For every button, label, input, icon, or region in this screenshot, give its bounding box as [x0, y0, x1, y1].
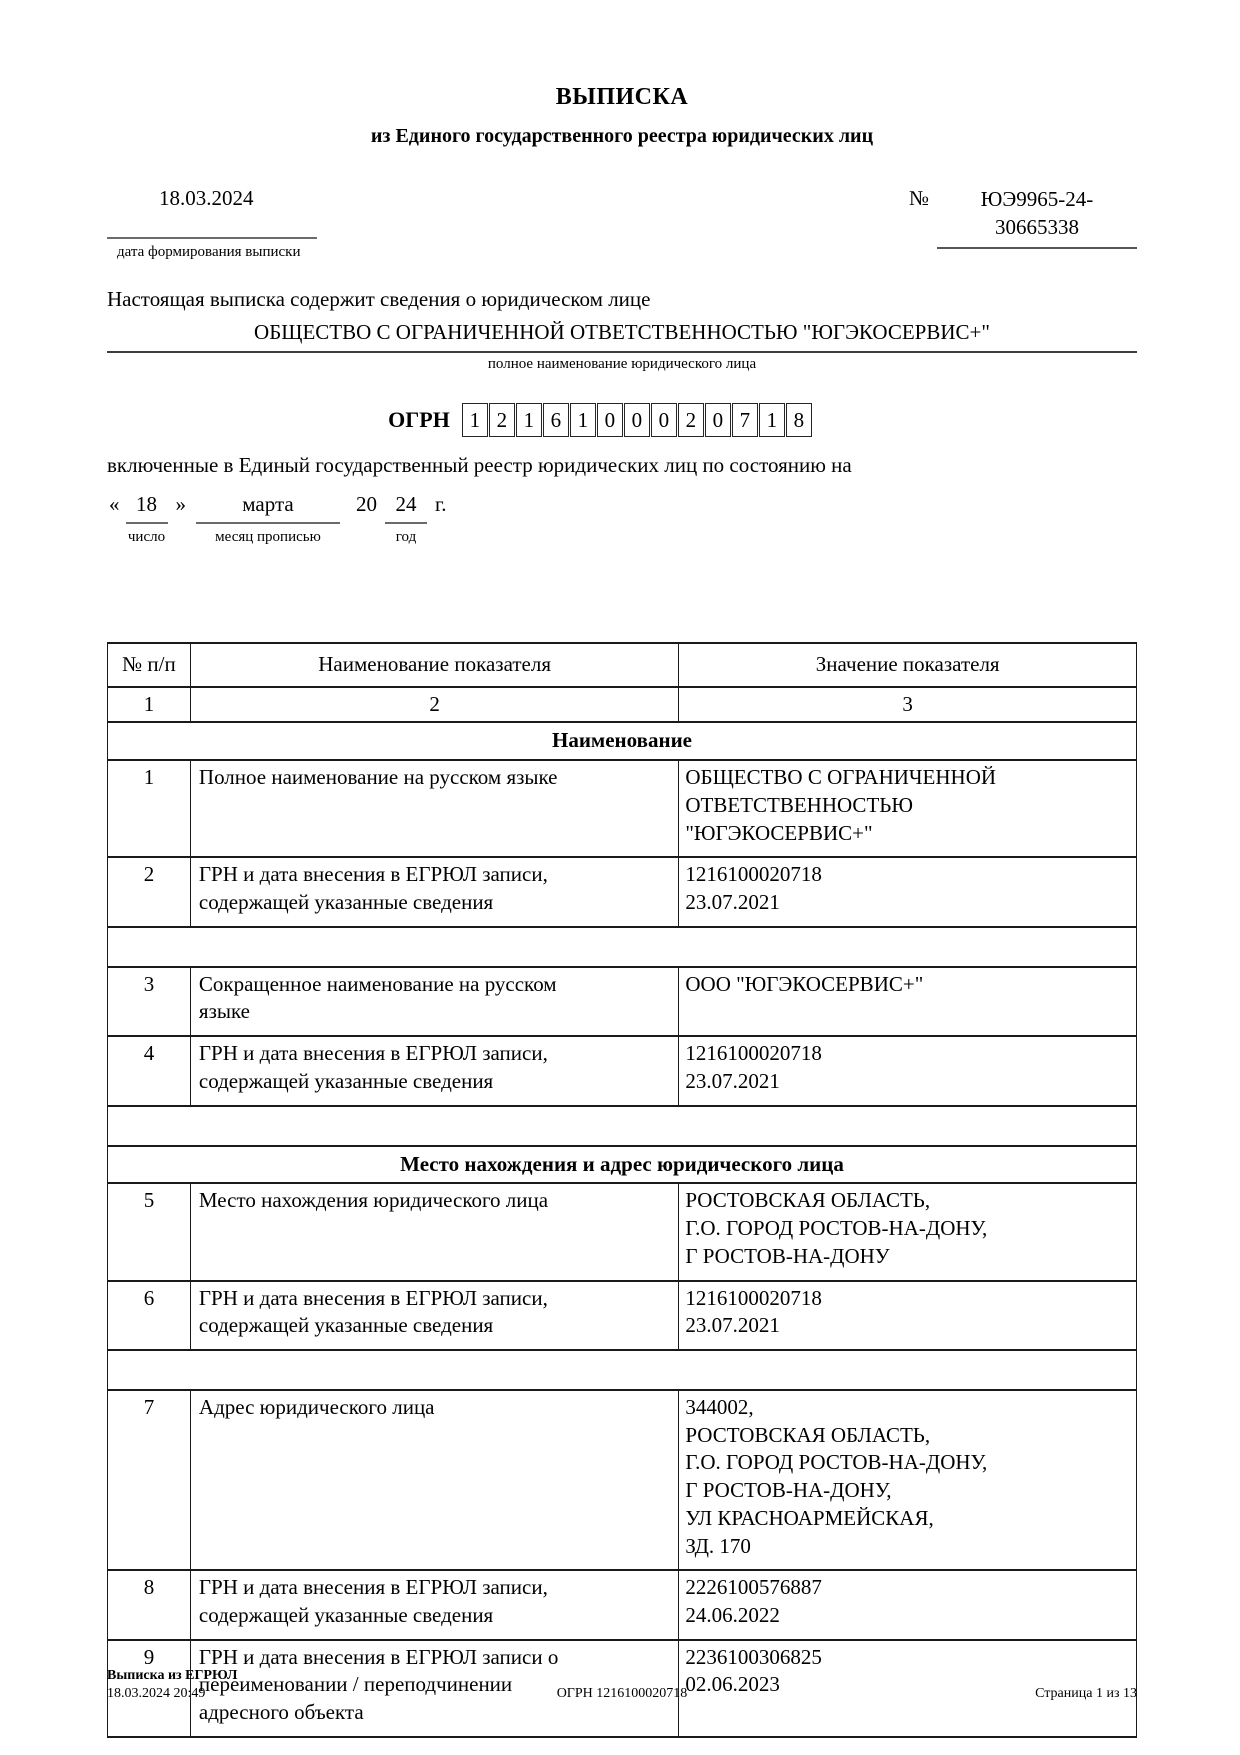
cell-line: ОТВЕТСТВЕННОСТЬЮ — [685, 792, 913, 817]
cell-line: 23.07.2021 — [685, 1068, 780, 1093]
day-caption: число — [127, 529, 166, 545]
number-sign: № — [908, 186, 929, 210]
column-number-1: 1 — [108, 687, 191, 723]
table-row — [108, 760, 1137, 857]
table-row — [108, 1570, 1137, 1639]
table-row — [108, 1036, 1137, 1105]
cell-line: ООО "ЮГЭКОСЕРВИС+" — [685, 971, 924, 996]
registry-table — [107, 642, 1137, 1738]
document-number-line2: 30665338 — [995, 214, 1079, 239]
year-caption: год — [395, 529, 417, 545]
row-number: 3 — [108, 967, 191, 1036]
cell-line: Г РОСТОВ-НА-ДОНУ — [685, 1243, 890, 1268]
indicator-value — [679, 857, 1137, 926]
cell-line: 2226100576887 — [685, 1575, 822, 1600]
month-value: марта — [196, 492, 340, 524]
cell-line: УЛ КРАСНОАРМЕЙСКАЯ, — [685, 1505, 934, 1530]
cell-line: ГРН и дата внесения в ЕГРЮЛ записи, — [198, 1285, 548, 1310]
ogrn-digit: 1 — [462, 403, 488, 437]
cell-line: содержащей указанные сведения — [198, 1602, 494, 1627]
month-caption: месяц прописью — [215, 529, 321, 545]
indicator-value — [679, 1036, 1137, 1105]
indicator-name — [190, 760, 678, 857]
indicator-value — [679, 967, 1137, 1036]
col-header-index: № п/п — [108, 643, 191, 687]
cell-line: 1216100020718 — [685, 862, 822, 887]
row-number: 6 — [108, 1281, 191, 1350]
cell-line: 1216100020718 — [685, 1285, 822, 1310]
spacer-row — [108, 1106, 1137, 1146]
table-row — [108, 1183, 1137, 1280]
spacer-cell — [108, 1106, 1137, 1146]
ogrn-digit: 1 — [516, 403, 542, 437]
table-row — [108, 967, 1137, 1036]
col-header-name: Наименование показателя — [190, 643, 678, 687]
cell-line: переименовании / переподчинении — [198, 1672, 513, 1697]
ogrn-digit: 2 — [678, 403, 704, 437]
indicator-value — [679, 1570, 1137, 1639]
section-row — [108, 1146, 1137, 1184]
table-row — [108, 1281, 1137, 1350]
indicator-value — [679, 760, 1137, 857]
ogrn-digit: 1 — [570, 403, 596, 437]
page-footer — [107, 1667, 1137, 1703]
as-of-date-line — [107, 492, 1137, 546]
formation-date-caption: дата формирования выписки — [117, 244, 301, 260]
table-row — [108, 1390, 1137, 1570]
formation-date: 18.03.2024 — [107, 186, 317, 239]
footer-datetime: 18.03.2024 20:49 — [107, 1685, 206, 1701]
ogrn-digit: 8 — [786, 403, 812, 437]
row-number: 2 — [108, 857, 191, 926]
cell-line: содержащей указанные сведения — [198, 890, 494, 915]
indicator-value — [679, 1390, 1137, 1570]
row-number: 5 — [108, 1183, 191, 1280]
cell-line: Г РОСТОВ-НА-ДОНУ, — [685, 1478, 892, 1503]
document-subtitle: из Единого государственного реестра юридических лиц — [370, 125, 874, 147]
cell-line: ГРН и дата внесения в ЕГРЮЛ записи, — [198, 862, 548, 887]
cell-line: 1216100020718 — [685, 1041, 822, 1066]
year-field — [385, 492, 427, 546]
reference-row — [107, 186, 1137, 261]
company-name: ОБЩЕСТВО С ОГРАНИЧЕННОЙ ОТВЕТСТВЕННОСТЬЮ "ЮГЭКОСЕРВИС+" — [107, 320, 1137, 353]
cell-line: адресного объекта — [198, 1700, 364, 1725]
ogrn-digit-boxes — [462, 403, 812, 437]
cell-line: ГРН и дата внесения в ЕГРЮЛ записи, — [198, 1041, 548, 1066]
column-number-2: 2 — [190, 687, 678, 723]
col-header-value: Значение показателя — [679, 643, 1137, 687]
document-number — [937, 186, 1137, 249]
column-number-3: 3 — [679, 687, 1137, 723]
cell-line: РОСТОВСКАЯ ОБЛАСТЬ, — [685, 1188, 931, 1213]
section-label: Наименование — [108, 722, 1137, 760]
cell-line: "ЮГЭКОСЕРВИС+" — [685, 820, 873, 845]
cell-line: ГРН и дата внесения в ЕГРЮЛ записи, — [198, 1575, 548, 1600]
cell-line: 02.06.2023 — [685, 1672, 780, 1697]
document-number-line1: ЮЭ9965-24- — [980, 187, 1094, 211]
indicator-name — [190, 1570, 678, 1639]
row-number: 7 — [108, 1390, 191, 1570]
year-century: 20 — [356, 492, 377, 516]
included-line: включенные в Единый государственный реестр юридических лиц по состоянию на — [107, 453, 852, 477]
indicator-name — [190, 1036, 678, 1105]
footer-page-number: Страница 1 из 13 — [1035, 1685, 1137, 1701]
company-name-caption: полное наименование юридического лица — [487, 356, 757, 372]
month-field — [196, 492, 340, 546]
close-quote: » — [175, 492, 186, 516]
spacer-cell — [108, 1350, 1137, 1390]
spacer-row — [108, 1350, 1137, 1390]
ogrn-digit: 0 — [705, 403, 731, 437]
cell-line: ЗД. 170 — [685, 1533, 751, 1558]
ogrn-digit: 6 — [543, 403, 569, 437]
cell-line: содержащей указанные сведения — [198, 1068, 494, 1093]
ogrn-row — [85, 403, 1115, 437]
indicator-value — [679, 1183, 1137, 1280]
cell-line: РОСТОВСКАЯ ОБЛАСТЬ, — [685, 1422, 931, 1447]
cell-line: Адрес юридического лица — [198, 1394, 435, 1419]
row-number: 4 — [108, 1036, 191, 1105]
cell-line: ОБЩЕСТВО С ОГРАНИЧЕННОЙ — [685, 765, 997, 790]
spacer-cell — [108, 927, 1137, 967]
indicator-name — [190, 1281, 678, 1350]
cell-line: 24.06.2022 — [685, 1602, 780, 1627]
document-number-block — [909, 186, 1137, 261]
row-number: 9 — [108, 1640, 191, 1737]
section-label: Место нахождения и адрес юридического лица — [108, 1146, 1137, 1184]
ogrn-digit: 2 — [489, 403, 515, 437]
ogrn-digit: 0 — [651, 403, 677, 437]
cell-line: 23.07.2021 — [685, 1313, 780, 1338]
open-quote: « — [109, 492, 120, 516]
day-value: 18 — [126, 492, 168, 524]
ogrn-digit: 7 — [732, 403, 758, 437]
indicator-name — [190, 1390, 678, 1570]
cell-line: Полное наименование на русском языке — [198, 765, 558, 790]
year-value: 24 — [385, 492, 427, 524]
indicator-name — [190, 1183, 678, 1280]
column-number-row — [108, 687, 1137, 723]
ogrn-label: ОГРН — [388, 407, 450, 432]
indicator-name — [190, 857, 678, 926]
cell-line: ГРН и дата внесения в ЕГРЮЛ записи о — [198, 1644, 559, 1669]
ogrn-digit: 0 — [624, 403, 650, 437]
cell-line: Место нахождения юридического лица — [198, 1188, 549, 1213]
cell-line: Г.О. ГОРОД РОСТОВ-НА-ДОНУ, — [685, 1450, 988, 1475]
cell-line: содержащей указанные сведения — [198, 1313, 494, 1338]
section-row — [108, 722, 1137, 760]
ogrn-digit: 0 — [597, 403, 623, 437]
formation-date-block — [107, 186, 317, 261]
table-header-row — [108, 643, 1137, 687]
row-number: 1 — [108, 760, 191, 857]
ogrn-digit: 1 — [759, 403, 785, 437]
footer-doc-type: Выписка из ЕГРЮЛ — [107, 1667, 238, 1683]
table-row — [108, 857, 1137, 926]
day-field — [126, 492, 168, 546]
row-number: 8 — [108, 1570, 191, 1639]
document-title: ВЫПИСКА — [555, 84, 689, 110]
cell-line: Г.О. ГОРОД РОСТОВ-НА-ДОНУ, — [685, 1216, 988, 1241]
indicator-name — [190, 967, 678, 1036]
year-suffix: г. — [435, 492, 447, 516]
cell-line: Сокращенное наименование на русском — [198, 971, 557, 996]
footer-left — [107, 1667, 450, 1703]
cell-line: языке — [198, 999, 250, 1024]
cell-line: 344002, — [685, 1394, 754, 1419]
cell-line: 23.07.2021 — [685, 890, 780, 915]
indicator-value — [679, 1281, 1137, 1350]
table-body — [108, 722, 1137, 1736]
intro-text: Настоящая выписка содержит сведения о юридическом лице — [107, 287, 651, 311]
spacer-row — [108, 927, 1137, 967]
cell-line: 2236100306825 — [685, 1644, 822, 1669]
footer-ogrn: ОГРН 1216100020718 — [556, 1685, 688, 1701]
